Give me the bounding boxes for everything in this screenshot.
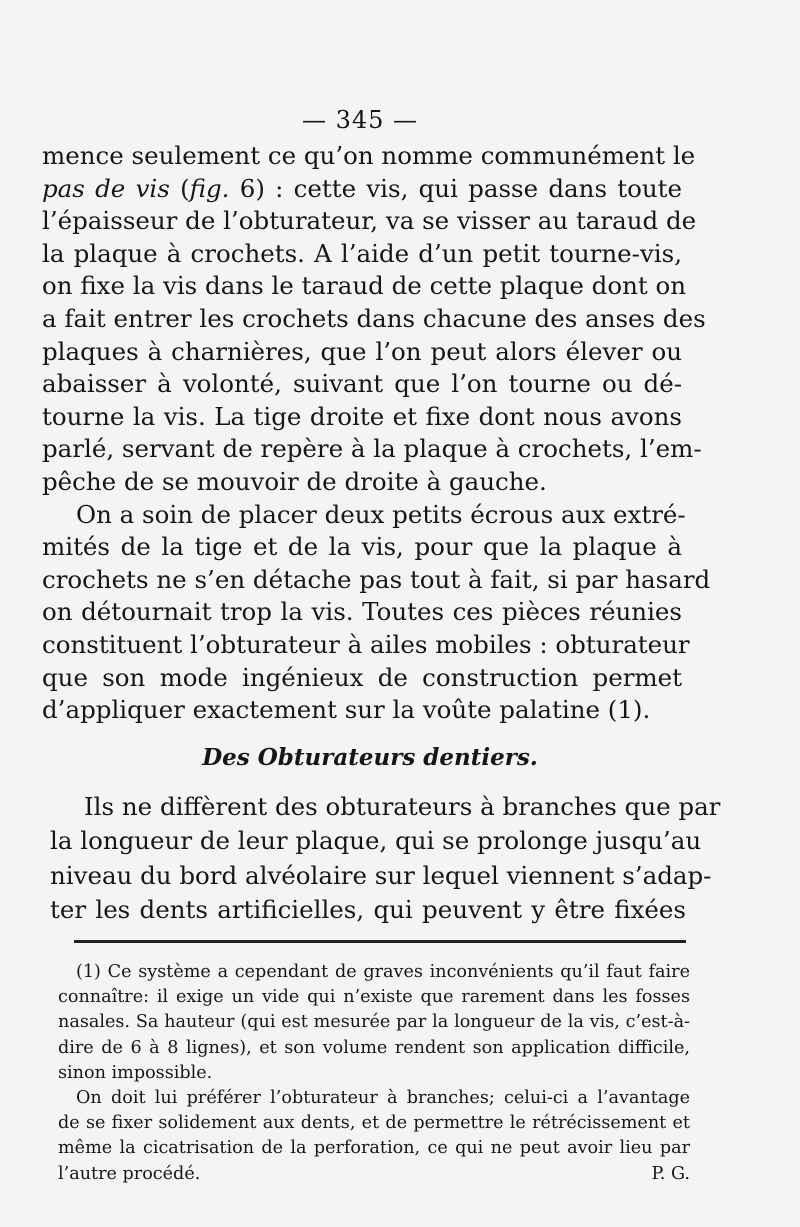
text-line: ter les dents artificielles, qui peuvent y être fixées: [50, 895, 686, 925]
text-line: d’appliquer exactement sur la voûte palatine (1).: [42, 695, 651, 725]
footnote-line: nasales. Sa hauteur (qui est mesurée par la longueur de la vis, c’est-à-: [58, 1012, 690, 1033]
text-line: crochets ne s’en détache pas tout à fait, si par hasard: [42, 564, 711, 594]
footnote-last-line: [58, 1162, 690, 1187]
text-line: a fait entrer les crochets dans chacune des anses des: [42, 303, 706, 333]
text-line: mités de la tige et de la vis, pour que la plaque à: [42, 532, 682, 562]
footnote-line: connaître: il exige un vide qui n’existe que rarement dans les fosses: [58, 987, 690, 1008]
text-line: niveau du bord alvéolaire sur lequel viennent s’adap-: [50, 860, 712, 890]
footnote-line: On doit lui préférer l’obturateur à branches; celui-ci a l’avantage: [76, 1087, 690, 1108]
text-line: parlé, servant de repère à la plaque à crochets, l’em-: [42, 434, 702, 464]
footnote-signature: P. G.: [651, 1163, 690, 1184]
text-line: abaisser à volonté, suivant que l’on tourne ou dé-: [42, 369, 682, 399]
footnote-line: (1) Ce système a cependant de graves inconvénients qu’il faut faire: [76, 962, 690, 982]
text-line: la longueur de leur plaque, qui se prolonge jusqu’au: [50, 826, 702, 856]
body-paragraphs: [42, 140, 711, 727]
text-line: constituent l’obturateur à ailes mobiles : obturateur: [42, 629, 690, 659]
footnote-line: sinon impossible.: [58, 1062, 213, 1083]
text-line: on détournait trop la vis. Toutes ces pièces réunies: [42, 597, 682, 627]
footnote-line: dire de 6 à 8 lignes), et son volume rendent son application difficile,: [58, 1037, 690, 1058]
text-line: On a soin de placer deux petits écrous aux extré-: [76, 499, 686, 529]
text-line: plaques à charnières, que l’on peut alors élever ou: [42, 336, 682, 366]
body-paragraph-after-heading: [50, 790, 721, 928]
text-line: l’épaisseur de l’obturateur, va se visser au taraud de: [42, 206, 697, 236]
text-line: on fixe la vis dans le taraud de cette plaque dont on: [42, 271, 687, 301]
text-line: que son mode ingénieux de construction permet: [42, 662, 682, 692]
text-line: pas de vis (fig. 6) : cette vis, qui passe dans toute: [42, 173, 682, 203]
text-line: Ils ne diffèrent des obturateurs à branches que par: [84, 792, 721, 821]
text-line: tourne la vis. La tige droite et fixe dont nous avons: [42, 401, 682, 431]
footnote-line: de se fixer solidement aux dents, et de permettre le rétrécissement et: [58, 1113, 690, 1134]
footnote-divider: [74, 940, 686, 943]
text-line: pêche de se mouvoir de droite à gauche.: [42, 466, 547, 496]
section-heading: Des Obturateurs dentiers.: [202, 744, 538, 771]
text-line: la plaque à crochets. A l’aide d’un petit tourne-vis,: [42, 238, 682, 268]
footnote-line: l’autre procédé.: [58, 1163, 201, 1184]
footnote-line: même la cicatrisation de la perforation, ce qui ne peut avoir lieu par: [58, 1138, 690, 1159]
footnote: [58, 960, 690, 1187]
text-line: mence seulement ce qu’on nomme communément le: [42, 141, 696, 170]
page-number: — 345 —: [301, 106, 419, 134]
